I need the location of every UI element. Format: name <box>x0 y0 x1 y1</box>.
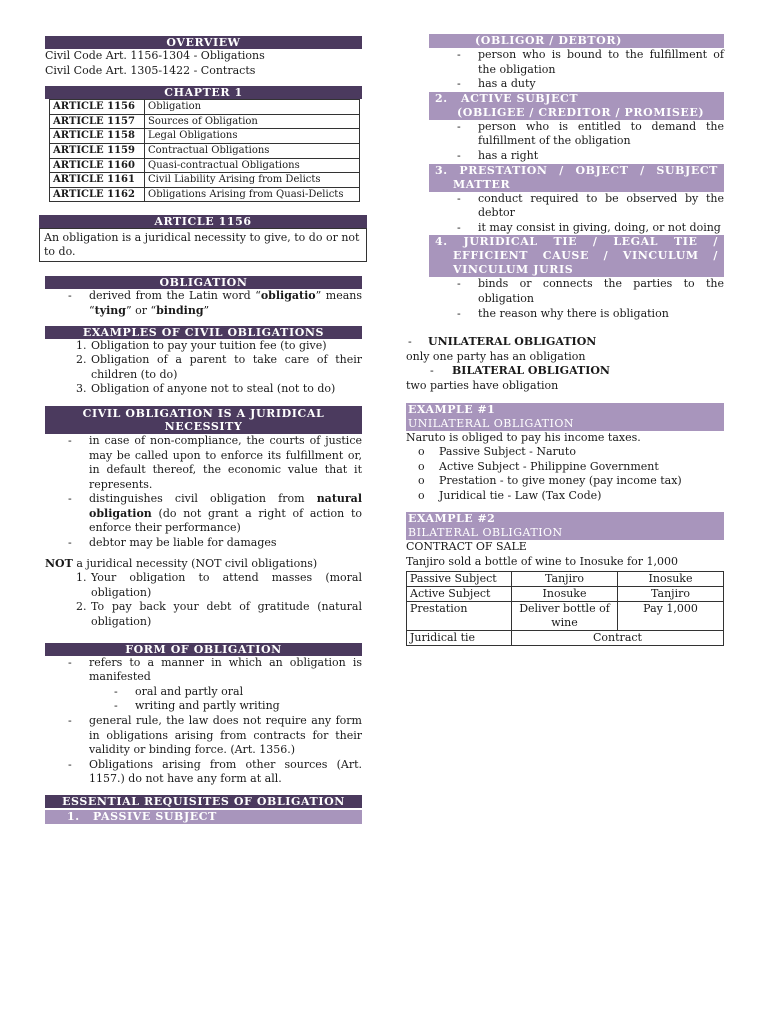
left-column <box>45 34 362 824</box>
article-cell: ARTICLE 1158 <box>50 129 145 144</box>
article-cell: ARTICLE 1156 <box>50 100 145 115</box>
form-header: FORM OF OBLIGATION <box>45 643 362 656</box>
topic-cell: Quasi-contractual Obligations <box>145 158 360 173</box>
overview-line: Civil Code Art. 1156-1304 - Obligations <box>45 49 265 62</box>
table-row: Passive Subject Tanjiro Inosuke <box>407 571 724 586</box>
prestation-label: 3. PRESTATION / OBJECT / SUBJECT MATTER <box>429 164 724 192</box>
list-item: - in case of non-compliance, the courts of justice may be called upon to enforce its fulfillment or, in default thereof, the economic value that it represents. <box>89 434 362 492</box>
topic-cell: Sources of Obligation <box>145 114 360 129</box>
form-sublist <box>89 685 362 714</box>
table-row: Juridical tie Contract <box>407 630 724 645</box>
article-cell: ARTICLE 1157 <box>50 114 145 129</box>
prestation-list <box>406 192 724 236</box>
topic-cell: Obligation <box>145 100 360 115</box>
list-item: - binds or connects the parties to the obligation <box>478 277 724 306</box>
article-cell: ARTICLE 1162 <box>50 187 145 202</box>
not-juridical-line: NOT a juridical necessity (NOT civil obligations) <box>45 556 318 570</box>
table-row <box>50 158 360 173</box>
juridical-necessity-header: CIVIL OBLIGATION IS A JURIDICAL NECESSITY <box>45 406 362 434</box>
list-item: 1. Obligation to pay your tuition fee (to give) <box>90 339 362 354</box>
example1-list <box>406 445 724 503</box>
overview-line: Civil Code Art. 1305-1422 - Contracts <box>45 63 256 77</box>
topic-cell: Legal Obligations <box>145 129 360 144</box>
article1156-text: An obligation is a juridical necessity to give, to do or not to do. <box>39 228 367 262</box>
article1156-header: ARTICLE 1156 <box>39 215 367 228</box>
list-item: - Obligations arising from other sources (Art. 1157.) do not have any form at all. <box>89 758 362 787</box>
juridical-tie-list <box>406 277 724 321</box>
unilateral-text: only one party has an obligation <box>406 349 586 363</box>
bilateral-label: - BILATERAL OBLIGATION <box>430 364 610 378</box>
list-item: o Prestation - to give money (pay income tax) <box>439 474 724 489</box>
article-cell: ARTICLE 1160 <box>50 158 145 173</box>
examples-civil-list <box>45 339 362 397</box>
topic-cell: Contractual Obligations <box>145 143 360 158</box>
list-item: 3. Obligation of anyone not to steal (not to do) <box>90 382 362 397</box>
example1-header: EXAMPLE #1 UNILATERAL OBLIGATION <box>406 403 724 431</box>
list-item: - it may consist in giving, doing, or not doing <box>478 221 724 236</box>
chapter1-table <box>49 99 360 202</box>
list-item: - oral and partly oral <box>135 685 362 700</box>
list-item: - writing and partly writing <box>135 699 362 714</box>
unilateral-label: - UNILATERAL OBLIGATION <box>408 335 597 349</box>
table-row <box>50 143 360 158</box>
juridical-tie-label: 4. JURIDICAL TIE / LEGAL TIE / EFFICIENT CAUSE / VINCULUM / VINCULUM JURIS <box>429 235 724 277</box>
list-item: o Active Subject - Philippine Government <box>439 460 724 475</box>
list-item: - derived from the Latin word “obligatio” means “tying” or “binding” <box>89 289 362 318</box>
right-column <box>406 34 724 646</box>
list-item: o Passive Subject - Naruto <box>439 445 724 460</box>
overview-header: OVERVIEW <box>45 36 362 49</box>
table-row <box>50 100 360 115</box>
table-row: Prestation Deliver bottle of wine Pay 1,000 <box>407 601 724 630</box>
list-item: - conduct required to be observed by the debtor <box>478 192 724 221</box>
example1-text: Naruto is obliged to pay his income taxes. <box>406 430 641 444</box>
table-row: Active Subject Inosuke Tanjiro <box>407 586 724 601</box>
topic-cell: Obligations Arising from Quasi-Delicts <box>145 187 360 202</box>
list-item: 1. Your obligation to attend masses (moral obligation) <box>90 571 362 600</box>
passive-subject-list <box>406 48 724 92</box>
passive-subject-sub: (OBLIGOR / DEBTOR) <box>429 34 724 48</box>
requisites-header: ESSENTIAL REQUISITES OF OBLIGATION <box>45 795 362 808</box>
list-item: - refers to a manner in which an obligation is manifested - oral and partly oral - writing and partly writing <box>89 656 362 714</box>
list-item: - person who is entitled to demand the fulfillment of the obligation <box>478 120 724 149</box>
list-item: - person who is bound to the fulfillment of the obligation <box>478 48 724 77</box>
article-cell: ARTICLE 1161 <box>50 173 145 188</box>
form-list <box>45 656 362 787</box>
topic-cell: Civil Liability Arising from Delicts <box>145 173 360 188</box>
list-item: - has a right <box>478 149 724 164</box>
example2-line1: CONTRACT OF SALE <box>406 540 527 554</box>
juridical-necessity-list <box>45 434 362 551</box>
not-juridical-list <box>45 571 362 629</box>
example2-line2: Tanjiro sold a bottle of wine to Inosuke for 1,000 <box>406 555 678 569</box>
chapter1-header: CHAPTER 1 <box>45 86 362 99</box>
list-item: 2. To pay back your debt of gratitude (natural obligation) <box>90 600 362 629</box>
article-cell: ARTICLE 1159 <box>50 143 145 158</box>
active-subject-label: 2. ACTIVE SUBJECT (OBLIGEE / CREDITOR / PROMISEE) <box>429 92 724 120</box>
article1156-box <box>39 215 367 262</box>
active-subject-list <box>406 120 724 164</box>
list-item: 2. Obligation of a parent to take care of their children (to do) <box>90 353 362 382</box>
passive-subject-label: 1. PASSIVE SUBJECT <box>45 810 362 824</box>
table-row <box>50 129 360 144</box>
obligation-header: OBLIGATION <box>45 276 362 289</box>
bilateral-text: two parties have obligation <box>406 378 559 392</box>
table-row <box>50 114 360 129</box>
table-row <box>50 187 360 202</box>
example2-header: EXAMPLE #2 BILATERAL OBLIGATION <box>406 512 724 540</box>
list-item: - distinguishes civil obligation from natural obligation (do not grant a right of action to enforce their performance) <box>89 492 362 536</box>
contract-of-sale-table <box>406 571 724 646</box>
list-item: - the reason why there is obligation <box>478 307 724 322</box>
list-item: - debtor may be liable for damages <box>89 536 362 551</box>
examples-civil-header: EXAMPLES OF CIVIL OBLIGATIONS <box>45 326 362 339</box>
list-item: o Juridical tie - Law (Tax Code) <box>439 489 724 504</box>
list-item: - general rule, the law does not require any form in obligations arising from contracts for their validity or binding force. (Art. 1356.) <box>89 714 362 758</box>
obligation-list <box>45 289 362 318</box>
list-item: - has a duty <box>478 77 724 92</box>
table-row <box>50 173 360 188</box>
